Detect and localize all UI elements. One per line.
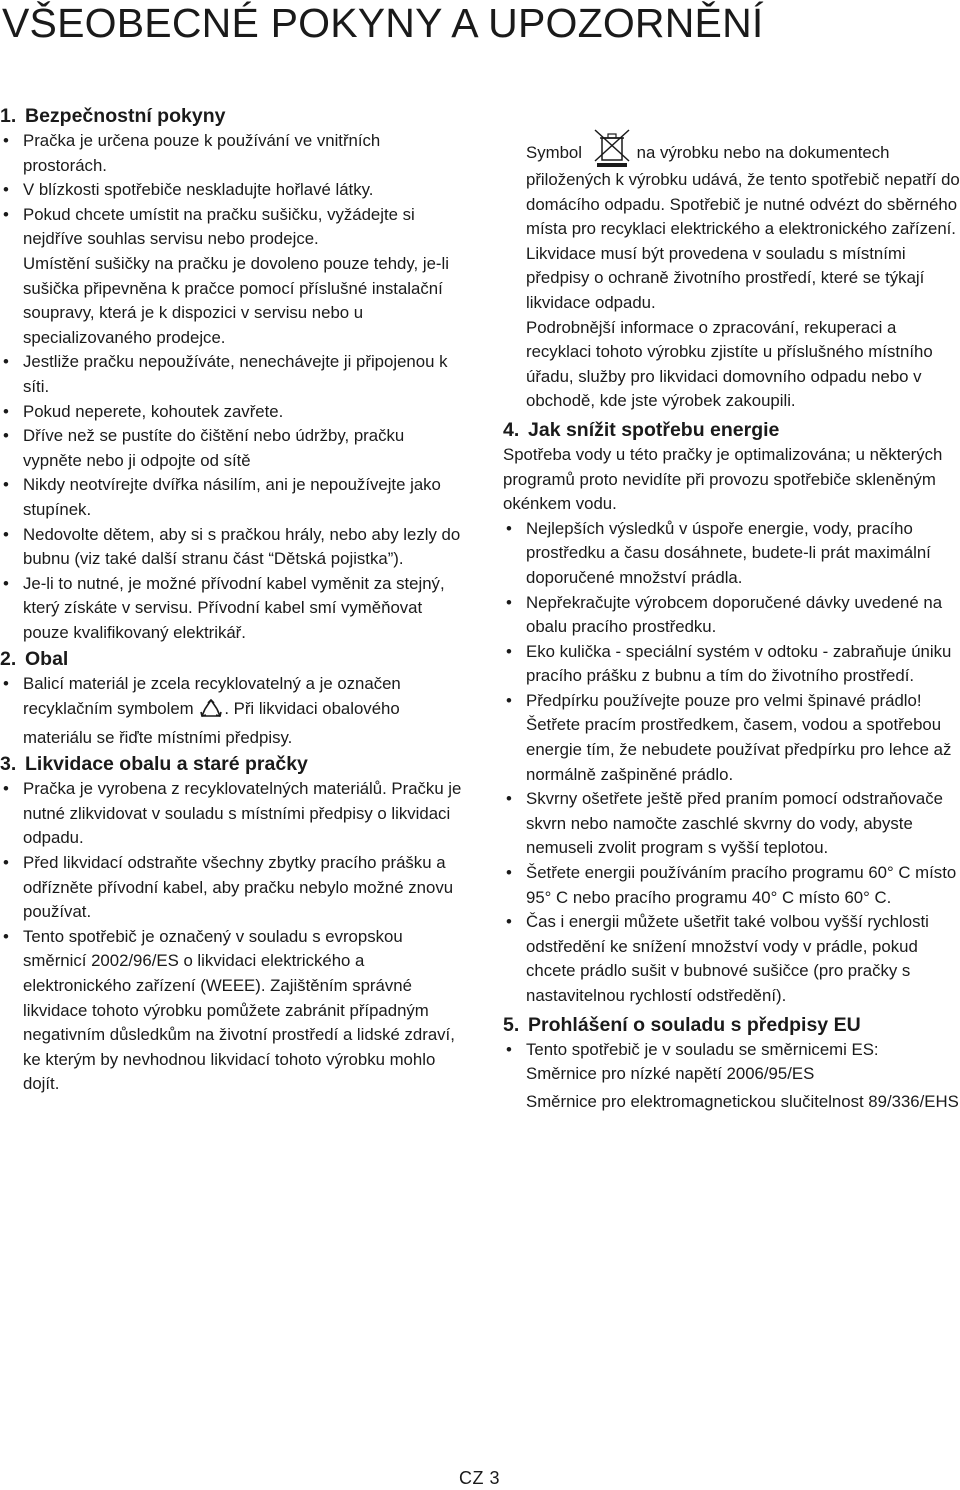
section-4-title: Jak snížit spotřebu energie xyxy=(528,418,780,441)
list-item: • Nejlepších výsledků v úspoře energie, vody, pracího prostředku a času dosáhnete, budete-li prát maximální doporučené množství prádla. xyxy=(503,517,960,591)
list-item: • Pokud chcete umístit na pračku sušičku, vyžádejte si nejdříve souhlas servisu nebo prodejce. xyxy=(0,203,466,252)
section-1-title: Bezpečnostní pokyny xyxy=(25,105,226,127)
section-5-number: 5. xyxy=(503,1013,520,1036)
paragraph: Podrobnější informace o zpracování, rekuperaci a recyklaci tohoto výrobku zjistíte u příslušného místního úřadu, služby pro likvidaci domovního odpadu nebo v obchodě, kde jste výrobek zakoupili. xyxy=(526,317,933,411)
section-5-title: Prohlášení o souladu s předpisy EU xyxy=(528,1013,861,1036)
section-2-heading xyxy=(0,647,466,672)
list-item: • Pračka je vyrobena z recyklovatelných materiálů. Pračku je nutné zlikvidovat v souladu s místními předpisy o likvidaci odpadu. xyxy=(0,777,466,851)
right-column xyxy=(503,128,960,1114)
section-1-number: 1. xyxy=(0,105,17,127)
section-2-number: 2. xyxy=(0,648,17,671)
list-item: • Tento spotřebič je v souladu se směrnicemi ES: xyxy=(503,1038,960,1063)
list-item: • Je-li to nutné, je možné přívodní kabel vyměnit za stejný, který získáte v servisu. Přívodní kabel smí vyměňovat pouze kvalifikovaný elektrikář. xyxy=(0,572,466,646)
directive-line: Směrnice pro nízké napětí 2006/95/ES xyxy=(526,1064,815,1084)
section-3-number: 3. xyxy=(0,753,17,776)
weee-paragraph xyxy=(503,128,960,242)
list-item: • Dříve než se pustíte do čištění nebo údržby, pračku vypněte nebo ji odpojte od sítě xyxy=(0,424,466,473)
list-item: • Pračka je určena pouze k používání ve vnitřních prostorách. xyxy=(0,129,466,178)
list-item: • Jestliže pračku nepoužíváte, nenechávejte ji připojenou k síti. xyxy=(0,350,466,399)
section-4-heading xyxy=(503,418,960,443)
paragraph: Spotřeba vody u této pračky je optimalizována; u některých programů proto nevidíte při provozu spotřebiče skleněným okénkem vodu. xyxy=(503,444,943,514)
list-item: • Čas i energii můžete ušetřit také volbou vyšší rychlosti odstředění ke snížení množství vody v prádle, pokud chcete prádlo sušit v bubnové sušičce (pro pračky s nastavitelnou rychlostí odstředění). xyxy=(503,910,960,1008)
list-item: • Nepřekračujte výrobcem doporučené dávky uvedené na obalu pracího prostředku. xyxy=(503,591,960,640)
weee-text-post: na výrobku nebo na dokumentech přiložených k výrobku udává, že tento spotřebič nepatří do domácího odpadu. Spotřebič je nutné odvézt do sběrného místa pro recyklaci elektrického a elektronického zařízení. xyxy=(526,143,960,239)
directive-line: Směrnice pro elektromagnetickou slučitelnost 89/336/EHS xyxy=(526,1091,959,1111)
page-number: CZ 3 xyxy=(459,1468,501,1488)
list-item: • Eko kulička - speciální systém v odtoku - zabraňuje úniku pracího prášku z bubnu a tím do životního prostředí. xyxy=(503,640,960,689)
paragraph: Umístění sušičky na pračku je dovoleno pouze tehdy, je-li sušička připevněna k pračce pomocí příslušné instalační soupravy, která je k dispozici v servisu nebo u specializovaného prodejce. xyxy=(23,253,449,347)
list-item: • Před likvidací odstraňte všechny zbytky pracího prášku a odřízněte přívodní kabel, aby pračku nebylo možné znovu používat. xyxy=(0,851,466,925)
section-3-title: Likvidace obalu a staré pračky xyxy=(25,753,308,776)
list-item: • Předpírku používejte pouze pro velmi špinavé prádlo! Šetřete pracím prostředkem, časem, vodou a spotřebou energie tím, že nebudete používat předpírku pro lehce až normálně zašpiněné prádlo. xyxy=(503,689,960,787)
list-item: • Pokud neperete, kohoutek zavřete. xyxy=(0,400,466,425)
section-1-heading xyxy=(0,104,466,129)
section-4-number: 4. xyxy=(503,418,520,441)
list-item xyxy=(0,672,466,750)
page-title: VŠEOBECNÉ POKYNY A UPOZORNĚNÍ xyxy=(2,0,764,46)
packaging-text-b: . Při likvidaci obalového materiálu se řiďte místními předpisy. xyxy=(23,699,400,747)
list-item: • Šetřete energii používáním pracího programu 60° C místo 95° C nebo pracího programu 40° C místo 60° C. xyxy=(503,861,960,910)
list-item: • Nikdy neotvírejte dvířka násilím, ani je nepoužívejte jako stupínek. xyxy=(0,473,466,522)
weee-text-pre: Symbol xyxy=(526,143,582,162)
recycle-icon xyxy=(198,698,224,726)
section-2-title: Obal xyxy=(25,648,69,671)
list-item: • Nedovolte dětem, aby si s pračkou hrály, nebo aby lezly do bubnu (viz také další stranu část “Dětská pojistka”). xyxy=(0,523,466,572)
packaging-text-a: Balicí materiál je zcela recyklovatelný a je označen recyklačním symbolem xyxy=(23,674,401,719)
section-3-heading xyxy=(0,752,466,777)
list-item: • Tento spotřebič je označený v souladu s evropskou směrnicí 2002/96/ES o likvidaci elektrického a elektronického zařízení (WEEE). Zajištěním správné likvidace tohoto výrobku pomůžete zabránit případným negativním důsledkům na životní prostředí a lidské zdraví, ke kterým by nevhodnou likvidací tohoto výrobku mohlo dojít. xyxy=(0,925,466,1097)
crossed-bin-icon xyxy=(589,128,635,168)
list-item: • Skvrny ošetřete ještě před praním pomocí odstraňovače skvrn nebo namočte zaschlé skvrny do vody, abyste nemuseli zvolit program s vyšší teplotou. xyxy=(503,787,960,861)
left-column xyxy=(0,104,466,1097)
section-5-heading xyxy=(503,1013,960,1038)
paragraph: Likvidace musí být provedena v souladu s místními předpisy o ochraně životního prostředí, které se týkají likvidace odpadu. xyxy=(526,243,925,312)
list-item: • V blízkosti spotřebiče neskladujte hořlavé látky. xyxy=(0,178,466,203)
